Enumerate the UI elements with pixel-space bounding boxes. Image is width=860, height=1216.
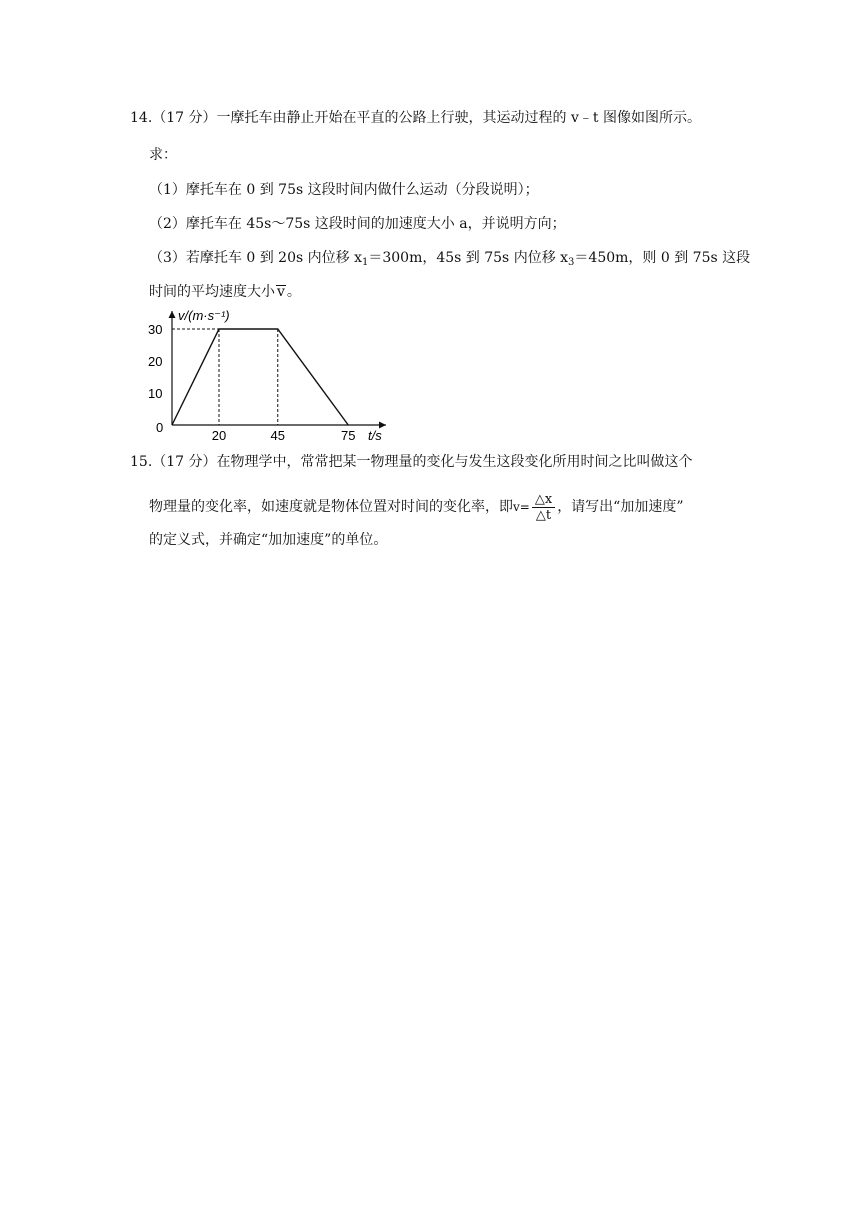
q14-part3-end: 。 [286,284,301,300]
y-tick-label-10: 10 [148,386,163,401]
formula-fraction [532,492,555,523]
q14-stem-line1: 14.（17 分）一摩托车由静止开始在平直的公路上行驶，其运动过程的 v﹣t 图像如图所示。 [130,110,701,126]
q14-part1: （1）摩托车在 0 到 75s 这段时间内做什么运动（分段说明）； [149,182,539,198]
x-axis-label: t/s [368,428,382,443]
formula-numerator: △x [532,492,555,508]
q14-part3-text-c: ＝450m，则 0 到 75s 这段 [574,250,751,266]
x-tick-label-20: 20 [211,428,227,443]
y-axis-label: v/(m·s⁻¹) [178,308,230,323]
q14-part3 [149,248,750,273]
q14-part3-cont [149,282,301,302]
q15-text-a: 物理量的变化率，如速度就是物体位置对时间的变化率，即 [149,499,513,515]
x-tick-label-75: 75 [341,428,356,443]
q14-stem-line2: 求： [149,147,177,163]
q14-part3-text-d: 时间的平均速度大小 [149,284,275,300]
y-tick-label-30: 30 [148,322,163,337]
q15-text-b: ，请写出“加加速度” [557,499,684,515]
velocity-line [172,329,348,425]
q14-part3-text-a: （3）若摩托车 0 到 20s 内位移 x [149,250,362,266]
formula-denominator: △t [535,507,552,523]
q14-sub-1: 1 [361,257,369,268]
q15-stem-line3: 的定义式，并确定“加加速度”的单位。 [149,532,388,548]
q15-stem-line1: 15.（17 分）在物理学中，常常把某一物理量的变化与发生这段变化所用时间之比叫做这个 [130,454,693,470]
q14-sub-3: 3 [568,257,575,268]
q15-stem-line2 [149,487,684,527]
formula-v: v= [513,500,530,514]
y-tick-label-20: 20 [148,354,163,369]
avg-velocity-symbol: v [277,284,285,300]
q14-part3-text-b: ＝300m，45s 到 75s 内位移 x [368,250,569,266]
x-tick-label-45: 45 [270,428,285,443]
q14-part2: （2）摩托车在 45s～75s 这段时间的加速度大小 a，并说明方向； [149,216,566,232]
origin-label: 0 [156,420,164,435]
vt-graph [140,305,400,445]
